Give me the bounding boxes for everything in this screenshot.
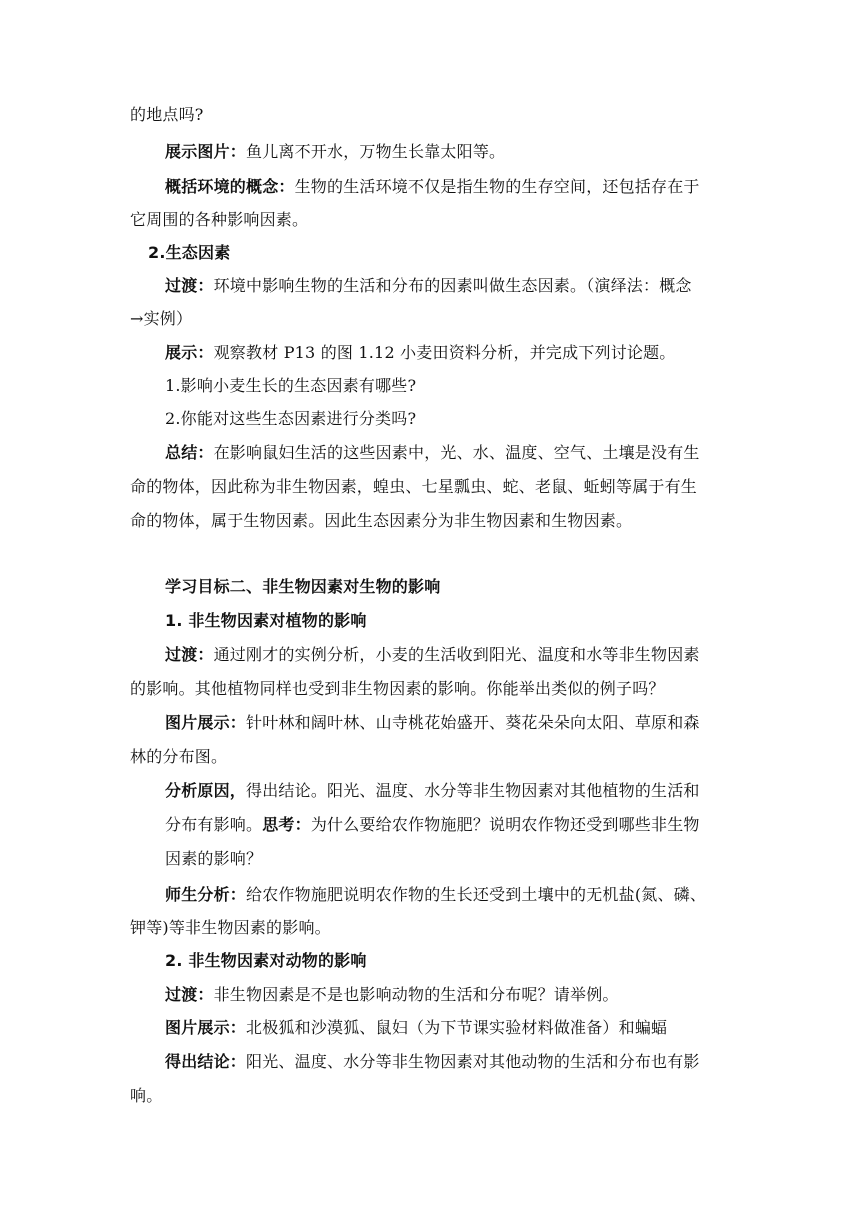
section-heading (165, 577, 740, 597)
text-line (165, 142, 740, 162)
text-line (165, 885, 740, 905)
line-heading: 2. 非生物因素对动物的影响 (165, 951, 367, 970)
text-line (165, 1018, 740, 1038)
text-line (130, 210, 740, 230)
text-line (130, 1086, 740, 1106)
text-line (165, 276, 740, 296)
line-heading: 图片展示： (165, 1018, 247, 1037)
line-text: 因素的影响？ (165, 849, 263, 868)
line-text: 环境中影响生物的生活和分布的因素叫做生态因素。（演绎法：概念 (213, 276, 692, 295)
line-heading: 展示： (165, 343, 214, 362)
line-text: 它周围的各种影响因素。 (130, 210, 309, 229)
line-text: 鱼儿离不开水，万物生长靠太阳等。 (246, 142, 506, 161)
line-text: →实例） (130, 309, 193, 328)
text-line (130, 918, 740, 938)
text-line (165, 645, 740, 665)
text-line (165, 1052, 740, 1072)
line-heading: 分析原因， (165, 781, 247, 800)
line-text: 1.影响小麦生长的生态因素有哪些? (165, 376, 417, 395)
text-line (165, 343, 740, 363)
line-text: 的地点吗? (130, 105, 204, 124)
text-line (130, 309, 740, 329)
text-line (130, 511, 740, 531)
line-heading: 得出结论： (165, 1052, 247, 1071)
line-heading: 1. 非生物因素对植物的影响 (165, 611, 367, 630)
text-line (165, 409, 740, 429)
line-text: 的影响。其他植物同样也受到非生物因素的影响。你能举出类似的例子吗？ (130, 679, 665, 698)
line-heading: 思考： (262, 815, 311, 834)
line-text: 命的物体，因此称为非生物因素，蝗虫、七星瓢虫、蛇、老鼠、蚯蚓等属于有生 (130, 477, 698, 496)
line-text: 生物的生活环境不仅是指生物的生存空间，还包括存在于 (294, 177, 700, 196)
line-heading: 师生分析： (165, 885, 247, 904)
text-line (165, 376, 740, 396)
text-line (165, 781, 740, 801)
line-heading: 过渡： (165, 645, 214, 664)
line-text: 林的分布图。 (130, 747, 228, 766)
line-text: 为什么要给农作物施肥？说明农作物还受到哪些非生物 (310, 815, 700, 834)
text-line (165, 443, 740, 463)
line-text: 给农作物施肥说明农作物的生长还受到土壤中的无机盐(氮、磷、 (246, 885, 707, 904)
text-line (130, 105, 740, 125)
line-text: 得出结论。阳光、温度、水分等非生物因素对其他植物的生活和 (246, 781, 700, 800)
line-heading: 过渡： (165, 985, 214, 1004)
section-heading (165, 611, 740, 631)
line-text: 响。 (130, 1086, 163, 1105)
line-text: 非生物因素是不是也影响动物的生活和分布呢？请举例。 (213, 985, 619, 1004)
text-line (165, 849, 740, 869)
line-heading: 2.生态因素 (148, 243, 231, 262)
line-text: 北极狐和沙漠狐、鼠妇（为下节课实验材料做准备）和蝙蝠 (246, 1018, 668, 1037)
text-line (165, 815, 740, 835)
line-heading: 学习目标二、非生物因素对生物的影响 (165, 577, 441, 596)
line-text: 通过刚才的实例分析，小麦的生活收到阳光、温度和水等非生物因素 (213, 645, 700, 664)
line-heading: 展示图片： (165, 142, 247, 161)
text-line (130, 679, 740, 699)
text-line (165, 177, 740, 197)
line-text: 分布有影响。 (165, 815, 263, 834)
line-text: 观察教材 P13 的图 1.12 小麦田资料分析，并完成下列讨论题。 (213, 343, 676, 362)
line-text: 在影响鼠妇生活的这些因素中，光、水、温度、空气、土壤是没有生 (213, 443, 700, 462)
line-heading: 过渡： (165, 276, 214, 295)
section-heading (165, 951, 740, 971)
line-text: 钾等)等非生物因素的影响。 (130, 918, 331, 937)
text-line (165, 985, 740, 1005)
line-text: 阳光、温度、水分等非生物因素对其他动物的生活和分布也有影 (246, 1052, 700, 1071)
line-text: 命的物体，属于生物因素。因此生态因素分为非生物因素和生物因素。 (130, 511, 633, 530)
text-line (130, 747, 740, 767)
text-line (130, 477, 740, 497)
line-heading: 总结： (165, 443, 214, 462)
line-heading: 图片展示： (165, 713, 247, 732)
line-text: 针叶林和阔叶林、山寺桃花始盛开、葵花朵朵向太阳、草原和森 (246, 713, 700, 732)
line-text: 2.你能对这些生态因素进行分类吗? (165, 409, 417, 428)
section-heading (148, 243, 740, 263)
line-heading: 概括环境的概念： (165, 177, 295, 196)
text-line (165, 713, 740, 733)
